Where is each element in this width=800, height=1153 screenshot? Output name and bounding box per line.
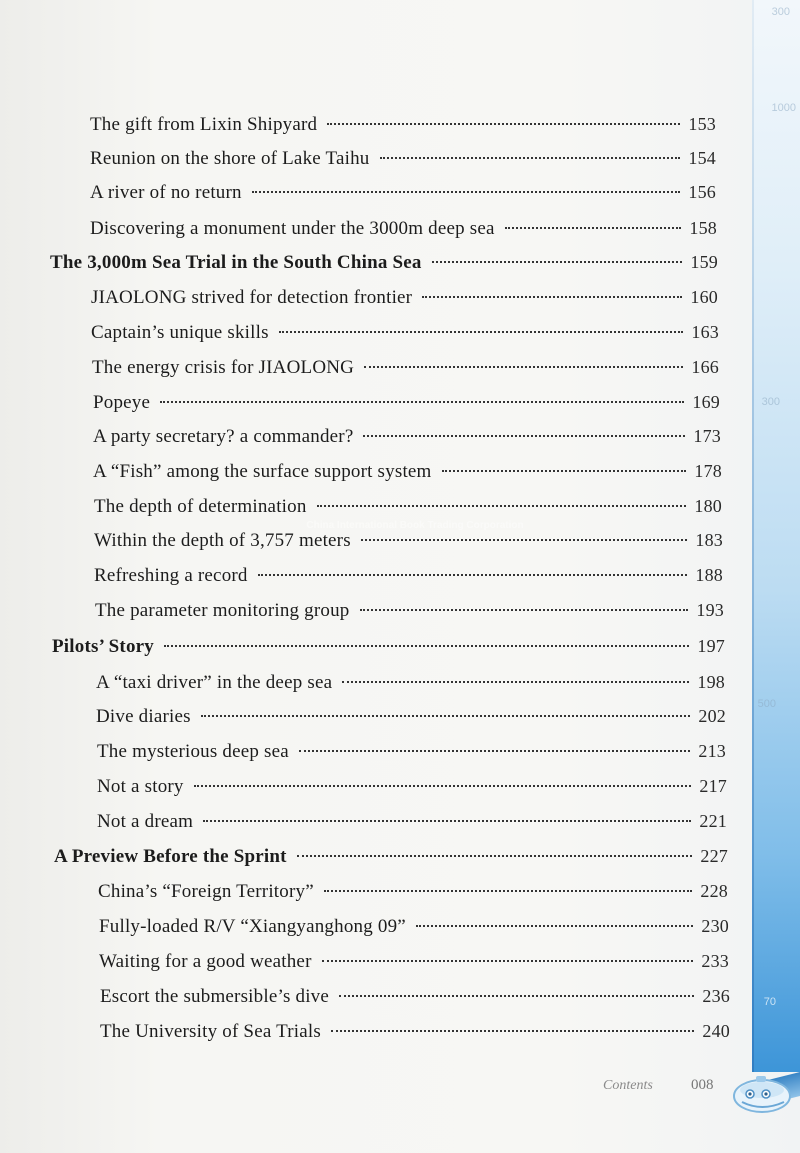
toc-entry-page-number: 178 (694, 461, 722, 481)
toc-entry-title: The 3,000m Sea Trial in the South China Sea (50, 252, 422, 273)
toc-entry-page-number: 202 (698, 706, 726, 726)
toc-entry-title: Fully-loaded R/V “Xiangyanghong 09” (99, 916, 406, 937)
gauge-tick-label: 300 (761, 396, 780, 408)
dot-leader (331, 1030, 694, 1032)
toc-entry-page-number: 193 (696, 600, 724, 620)
toc-entry-page-number: 197 (697, 636, 725, 656)
toc-entry-page-number: 233 (701, 951, 729, 971)
toc-section-entry[interactable] (54, 846, 728, 868)
gauge-tick-label: 300 (771, 6, 790, 18)
dot-leader (160, 401, 684, 403)
toc-entry[interactable] (90, 218, 717, 240)
toc-entry-title: A “taxi driver” in the deep sea (96, 672, 333, 693)
toc-entry[interactable] (95, 600, 724, 622)
toc-entry[interactable] (97, 741, 726, 763)
toc-entry[interactable] (99, 916, 729, 938)
toc-entry-page-number: 173 (693, 426, 721, 446)
toc-entry-title: A river of no return (90, 182, 242, 203)
toc-entry-title: Pilots’ Story (52, 636, 154, 657)
toc-entry[interactable] (93, 392, 720, 414)
toc-entry-title: Waiting for a good weather (99, 951, 312, 972)
toc-entry-title: The parameter monitoring group (95, 600, 350, 621)
toc-entry-title: Captain’s unique skills (91, 322, 269, 343)
toc-entry[interactable] (90, 114, 716, 136)
toc-entry-page-number: 154 (688, 148, 716, 168)
toc-entry-title: Not a story (97, 776, 184, 797)
toc-entry-title: China’s “Foreign Territory” (98, 881, 314, 902)
toc-entry-title: The University of Sea Trials (100, 1021, 321, 1042)
toc-entry-title: A “Fish” among the surface support system (93, 461, 432, 482)
toc-entry-title: The gift from Lixin Shipyard (90, 114, 318, 135)
dot-leader (442, 470, 687, 472)
toc-entry-title: A Preview Before the Sprint (54, 846, 287, 867)
dot-leader (258, 574, 688, 576)
depth-gauge-bar (752, 0, 800, 1072)
toc-entry-title: Refreshing a record (94, 565, 248, 586)
dot-leader (339, 995, 694, 997)
dot-leader (203, 820, 691, 822)
footer-page-number: 008 (691, 1077, 714, 1093)
toc-entry[interactable] (94, 530, 723, 552)
toc-entry[interactable] (93, 461, 722, 483)
toc-entry-title: The depth of determination (94, 496, 307, 517)
toc-entry-title: Within the depth of 3,757 meters (94, 530, 351, 551)
watermark: China International Book Trading Corporation (306, 520, 524, 531)
dot-leader (364, 366, 683, 368)
toc-entry[interactable] (100, 986, 730, 1008)
toc-entry-title: Not a dream (97, 811, 194, 832)
toc-entry[interactable] (97, 776, 727, 798)
toc-entry-page-number: 188 (695, 565, 723, 585)
dot-leader (317, 505, 687, 507)
toc-entry-page-number: 221 (699, 811, 727, 831)
dot-leader (327, 123, 680, 125)
toc-entry[interactable] (91, 287, 718, 309)
dot-leader (201, 715, 691, 717)
toc-entry-page-number: 159 (690, 252, 718, 272)
dot-leader (380, 157, 681, 159)
toc-entry-page-number: 156 (688, 182, 716, 202)
dot-leader (279, 331, 684, 333)
gauge-tick-label: 70 (763, 996, 776, 1008)
footer-section-label: Contents (603, 1078, 653, 1093)
toc-entry-title: Reunion on the shore of Lake Taihu (90, 148, 370, 169)
dot-leader (164, 645, 689, 647)
toc-entry[interactable] (92, 357, 719, 379)
dot-leader (432, 261, 683, 263)
dot-leader (422, 296, 682, 298)
toc-section-entry[interactable] (50, 252, 718, 274)
toc-section-entry[interactable] (52, 636, 725, 658)
toc-entry-page-number: 227 (700, 846, 728, 866)
dot-leader (342, 681, 689, 683)
toc-entry-title: Popeye (93, 392, 151, 413)
toc-entry-title: Escort the submersible’s dive (100, 986, 330, 1007)
toc-entry-page-number: 183 (695, 530, 723, 550)
dot-leader (363, 435, 685, 437)
dot-leader (297, 855, 693, 857)
gauge-tick-label: 500 (757, 698, 776, 710)
toc-entry[interactable] (91, 322, 719, 344)
toc-entry[interactable] (90, 182, 716, 204)
toc-entry-title: JIAOLONG strived for detection frontier (91, 287, 413, 308)
toc-entry-page-number: 169 (692, 392, 720, 412)
toc-entry-page-number: 160 (690, 287, 718, 307)
toc-entry-page-number: 163 (691, 322, 719, 342)
toc-entry-page-number: 217 (699, 776, 727, 796)
toc-entry-page-number: 153 (688, 114, 716, 134)
dot-leader (299, 750, 690, 752)
toc-entry-title: Dive diaries (96, 706, 191, 727)
dot-leader (324, 890, 693, 892)
toc-entry[interactable] (97, 811, 727, 833)
toc-entry[interactable] (99, 951, 729, 973)
dot-leader (360, 609, 689, 611)
dot-leader (505, 227, 682, 229)
toc-entry[interactable] (93, 426, 721, 448)
toc-entry-title: The mysterious deep sea (97, 741, 289, 762)
toc-entry-page-number: 158 (689, 218, 717, 238)
toc-entry[interactable] (94, 496, 722, 518)
toc-entry[interactable] (94, 565, 723, 587)
toc-entry-page-number: 166 (691, 357, 719, 377)
dot-leader (322, 960, 694, 962)
gauge-tick-label: 1000 (771, 102, 796, 114)
toc-entry-page-number: 180 (694, 496, 722, 516)
dot-leader (361, 539, 688, 541)
toc-entry-page-number: 230 (701, 916, 729, 936)
toc-entry-page-number: 228 (700, 881, 728, 901)
toc-entry[interactable] (90, 148, 716, 170)
toc-entry-title: The energy crisis for JIAOLONG (92, 357, 355, 378)
dot-leader (194, 785, 692, 787)
toc-entry-title: A party secretary? a commander? (93, 426, 354, 447)
toc-entry-page-number: 198 (697, 672, 725, 692)
depth-gauge-edge (752, 0, 754, 1072)
dot-leader (416, 925, 693, 927)
toc-entry[interactable] (96, 706, 726, 728)
dot-leader (252, 191, 681, 193)
toc-entry-page-number: 236 (702, 986, 730, 1006)
submersible-fish-icon (728, 1070, 794, 1118)
toc-entry-page-number: 240 (702, 1021, 730, 1041)
toc-entry[interactable] (96, 672, 725, 694)
toc-entry-page-number: 213 (698, 741, 726, 761)
toc-entry[interactable] (100, 1021, 730, 1043)
toc-entry[interactable] (98, 881, 728, 903)
toc-entry-title: Discovering a monument under the 3000m deep sea (90, 218, 495, 239)
